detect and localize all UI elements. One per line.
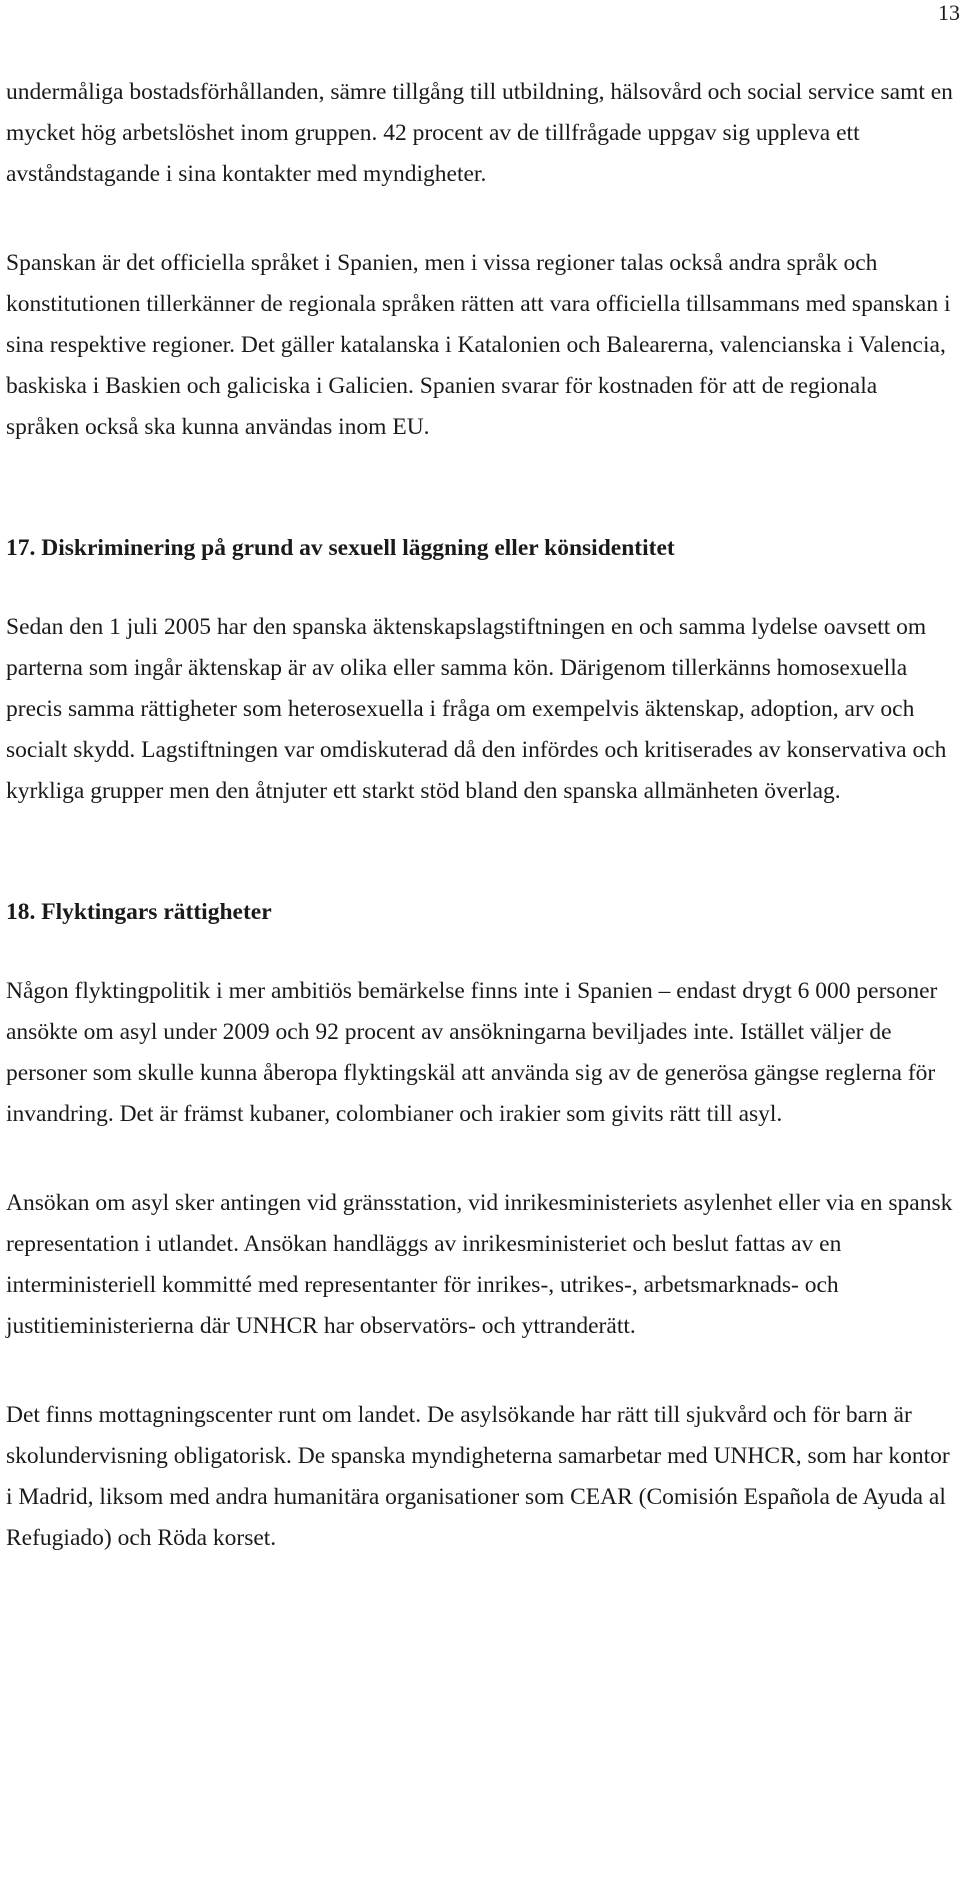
section-heading-17: 17. Diskriminering på grund av sexuell läggning eller könsidentitet (6, 535, 675, 561)
paragraph-languages: Spanskan är det officiella språket i Spanien, men i vissa regioner talas också andra språk och konstitutionen tillerkänner de regionala språken rätten att vara officiella tillsammans med spanskan i sina respektive regioner. Det gäller katalanska i Katalonien och Balearerna, valencianska i Valencia, baskiska i Baskien och galiciska i Galicien. Spanien svarar för kostnaden för att de regionala språken också ska kunna användas inom EU. (6, 250, 951, 440)
paragraph-reception-centers: Det finns mottagningscenter runt om landet. De asylsökande har rätt till sjukvård och för barn är skolundervisning obligatorisk. De spanska myndigheterna samarbetar med UNHCR, som har kontor i Madrid, liksom med andra humanitära organisationer som CEAR (Comisión Española de Ayuda al Refugiado) och Röda korset. (6, 1402, 950, 1551)
section-heading-18: 18. Flyktingars rättigheter (6, 899, 272, 925)
page-number: 13 (938, 0, 960, 25)
paragraph-sexual-orientation: Sedan den 1 juli 2005 har den spanska äktenskapslagstiftningen en och samma lydelse oavsett om parterna som ingår äktenskap är av olika eller samma kön. Därigenom tillerkänns homosexuella precis samma rättigheter som heterosexuella i fråga om exempelvis äktenskap, adoption, arv och socialt skydd. Lagstiftningen var omdiskuterad då den infördes och kritiserades av konservativa och kyrkliga grupper men den åtnjuter ett starkt stöd bland den spanska allmänheten överlag. (6, 614, 947, 804)
document-body (6, 72, 956, 1559)
paragraph-asylum-application: Ansökan om asyl sker antingen vid gränsstation, vid inrikesministeriets asylenhet eller via en spansk representation i utlandet. Ansökan handläggs av inrikesministeriet och beslut fattas av en interministeriell kommitté med representanter för inrikes-, utrikes-, arbetsmarknads- och justitieministerierna där UNHCR har observatörs- och yttranderätt. (6, 1190, 953, 1339)
paragraph-refugee-policy: Någon flyktingpolitik i mer ambitiös bemärkelse finns inte i Spanien – endast drygt 6 000 personer ansökte om asyl under 2009 och 92 procent av ansökningarna beviljades inte. Istället väljer de personer som skulle kunna åberopa flyktingskäl att använda sig av de generösa gängse reglerna för invandring. Det är främst kubaner, colombianer och irakier som givits rätt till asyl. (6, 978, 938, 1127)
paragraph-intro-continued: undermåliga bostadsförhållanden, sämre tillgång till utbildning, hälsovård och social service samt en mycket hög arbetslöshet inom gruppen. 42 procent av de tillfrågade uppgav sig uppleva ett avståndstagande i sina kontakter med myndigheter. (6, 79, 953, 187)
